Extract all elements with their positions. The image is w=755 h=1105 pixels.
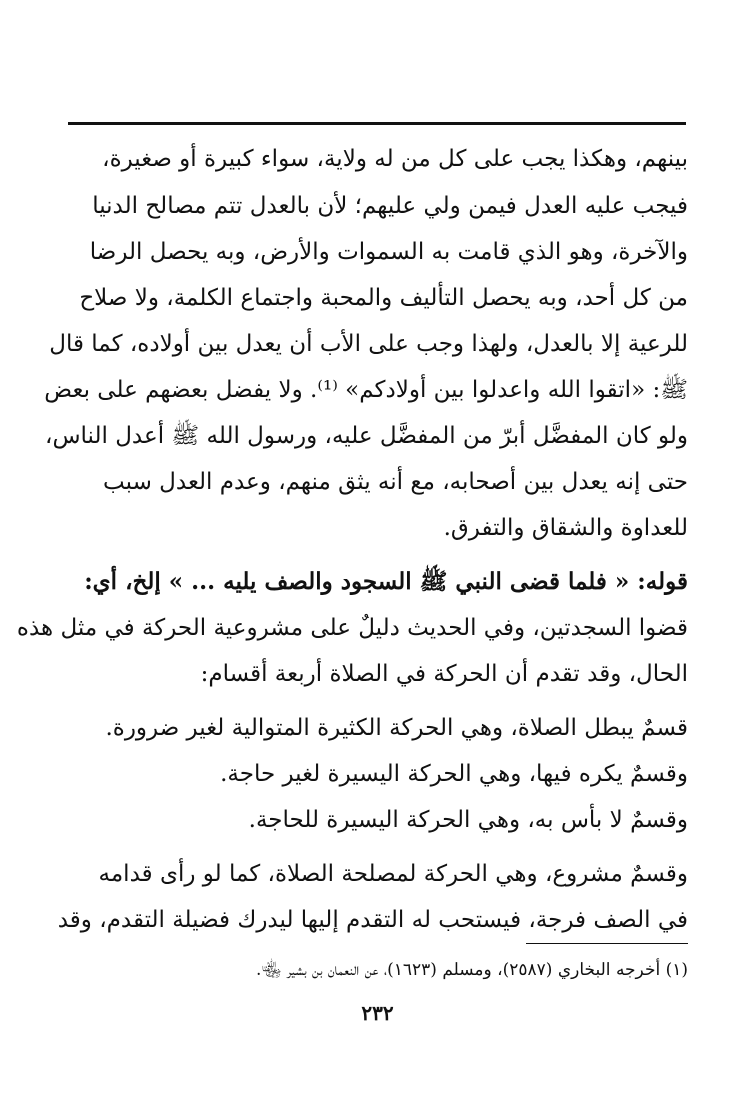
text-line-3: والآخرة، وهو الذي قامت به السموات والأرض، وبه يحصل الرضا [89, 239, 688, 265]
text-line-10: قوله: « فلما قضى النبي ﷺ السجود والصف يليه ... » إلخ، أي: [84, 568, 688, 595]
text-line-6: ﷺ: «اتقوا الله واعدلوا بين أولادكم» ⁽¹⁾. ولا يفضل بعضهم على بعض [44, 377, 688, 403]
text-line-2: فيجب عليه العدل فيمن ولي عليهم؛ لأن بالعدل تتم مصالح الدنيا [92, 193, 688, 219]
text-line-4: من كل أحد، وبه يحصل التأليف والمحبة واجتماع الكلمة، ولا صلاح [79, 285, 688, 311]
text-line-1: بينهم، وهكذا يجب على كل من له ولاية، سواء كبيرة أو صغيرة، [102, 146, 688, 172]
footnote-rule [526, 943, 688, 944]
text-line-12: الحال، وقد تقدم أن الحركة في الصلاة أربعة أقسام: [200, 661, 688, 687]
text-line-8: حتى إنه يعدل بين أصحابه، مع أنه يثق منهم، وعدم العدل سبب [103, 469, 688, 495]
text-line-5: للرعية إلا بالعدل، ولهذا وجب على الأب أن يعدل بين أولاده، كما قال [49, 331, 688, 357]
footnote: (١) أخرجه البخاري (٢٥٨٧)، ومسلم (١٦٢٣)، عن النعمان بن بشير ﵄. [255, 960, 688, 980]
text-line-14: وقسمٌ يكره فيها، وهي الحركة اليسيرة لغير حاجة. [220, 761, 688, 787]
page-number: ٢٣٢ [361, 1001, 394, 1025]
text-line-16: وقسمٌ مشروع، وهي الحركة لمصلحة الصلاة، كما لو رأى قدامه [98, 861, 688, 887]
text-line-9: للعداوة والشقاق والتفرق. [443, 515, 688, 541]
text-line-11: قضوا السجدتين، وفي الحديث دليلٌ على مشروعية الحركة في مثل هذه [16, 615, 688, 641]
text-line-15: وقسمٌ لا بأس به، وهي الحركة اليسيرة للحاجة. [248, 807, 688, 833]
text-line-13: قسمٌ يبطل الصلاة، وهي الحركة الكثيرة المتوالية لغير ضرورة. [105, 715, 688, 741]
header-rule [68, 122, 686, 125]
text-line-17: في الصف فرجة، فيستحب له التقدم إليها ليدرك فضيلة التقدم، وقد [57, 907, 688, 933]
text-line-7: ولو كان المفضَّل أبرّ من المفضَّل عليه، ورسول الله ﷺ أعدل الناس، [45, 423, 688, 449]
